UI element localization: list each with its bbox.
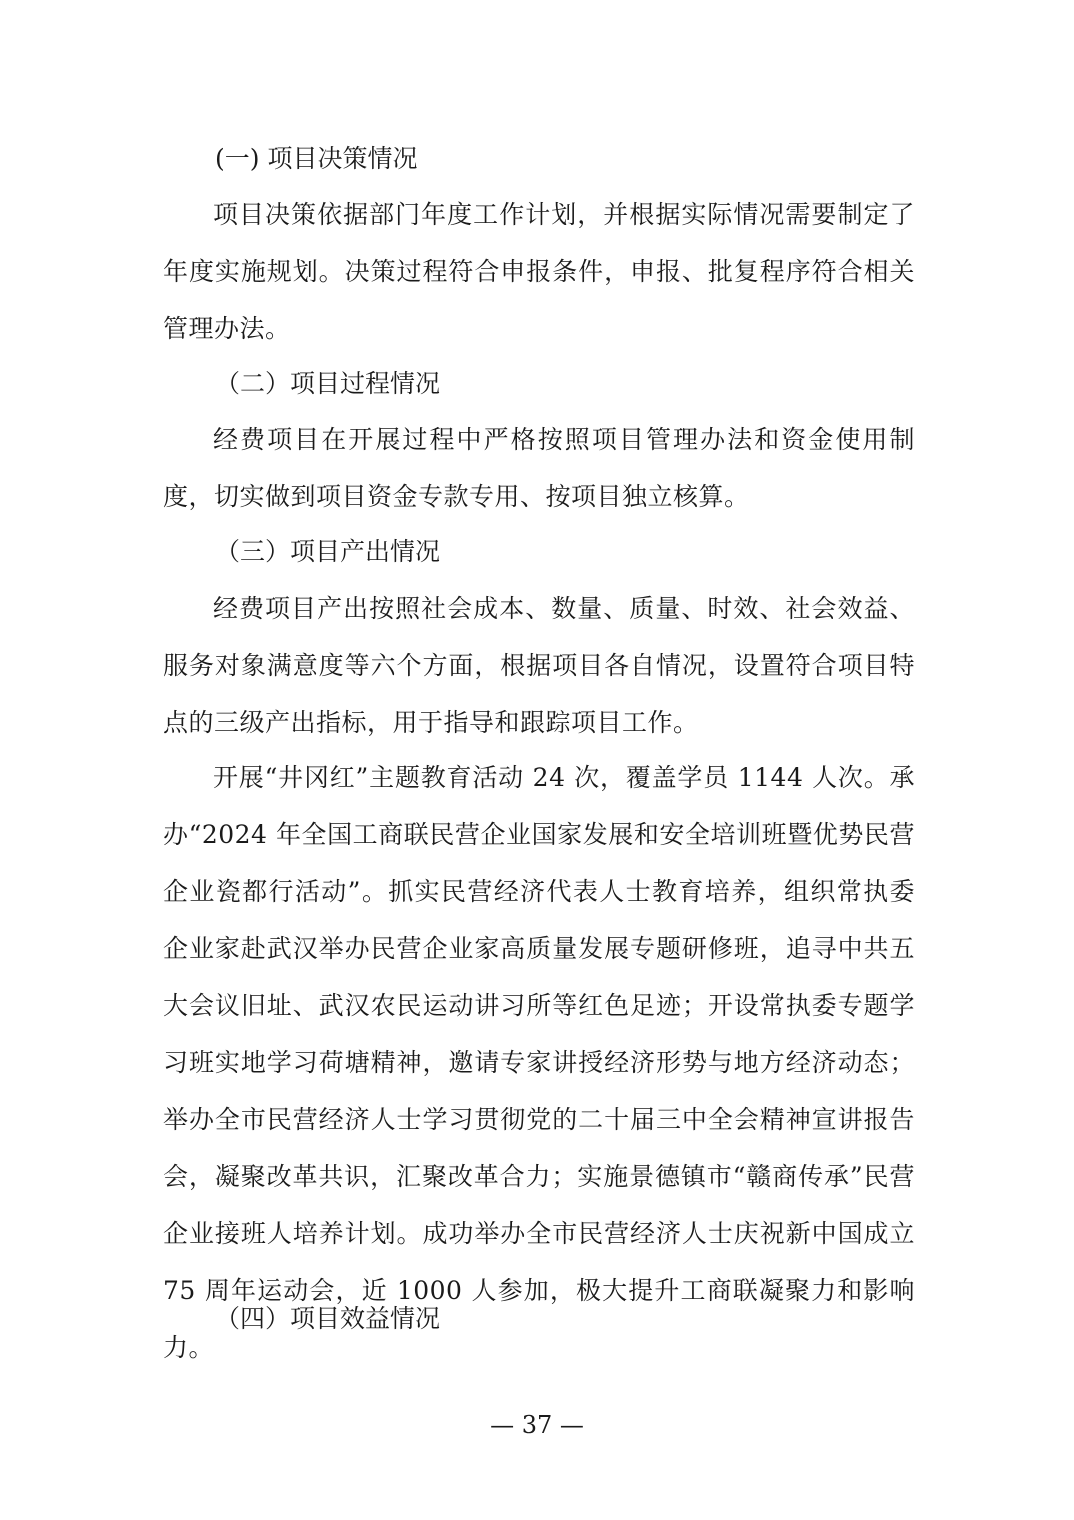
section-heading-2: （二）项目过程情况 — [215, 369, 441, 398]
section-heading-3: （三）项目产出情况 — [215, 537, 441, 566]
section-heading-4: （四）项目效益情况 — [215, 1304, 441, 1333]
section-3-paragraph-2: 开展“井冈红”主题教育活动 24 次，覆盖学员 1144 人次。承办“2024 年全国工商联民营企业国家发展和安全培训班暨优势民营企业瓷都行活动”。抓实民营经济代表人士教育培养，组织常执委企业家赴武汉举办民营企业家高质量发展专题研修班，追寻中共五大会议旧址、武汉农民运动讲习所等红色足迹；开设常执委专题学习班实地学习荷塘精神，邀请专家讲授经济形势与地方经济动态；举办全市民营经济人士学习贯彻党的二十届三中全会精神宣讲报告会，凝聚改革共识，汇聚改革合力；实施景德镇市“赣商传承”民营企业接班人培养计划。成功举办全市民营经济人士庆祝新中国成立 75 周年运动会，近 1000 人参加，极大提升工商联凝聚力和影响力。 — [163, 763, 915, 1362]
page-number: — 37 — — [490, 1411, 584, 1439]
section-1-paragraph: 项目决策依据部门年度工作计划，并根据实际情况需要制定了年度实施规划。决策过程符合申报条件，申报、批复程序符合相关管理办法。 — [163, 200, 915, 343]
section-3-paragraph-1: 经费项目产出按照社会成本、数量、质量、时效、社会效益、服务对象满意度等六个方面，根据项目各自情况，设置符合项目特点的三级产出指标，用于指导和跟踪项目工作。 — [163, 594, 915, 737]
section-heading-1: (一) 项目决策情况 — [215, 144, 418, 173]
section-2-paragraph: 经费项目在开展过程中严格按照项目管理办法和资金使用制度，切实做到项目资金专款专用、按项目独立核算。 — [163, 425, 915, 511]
